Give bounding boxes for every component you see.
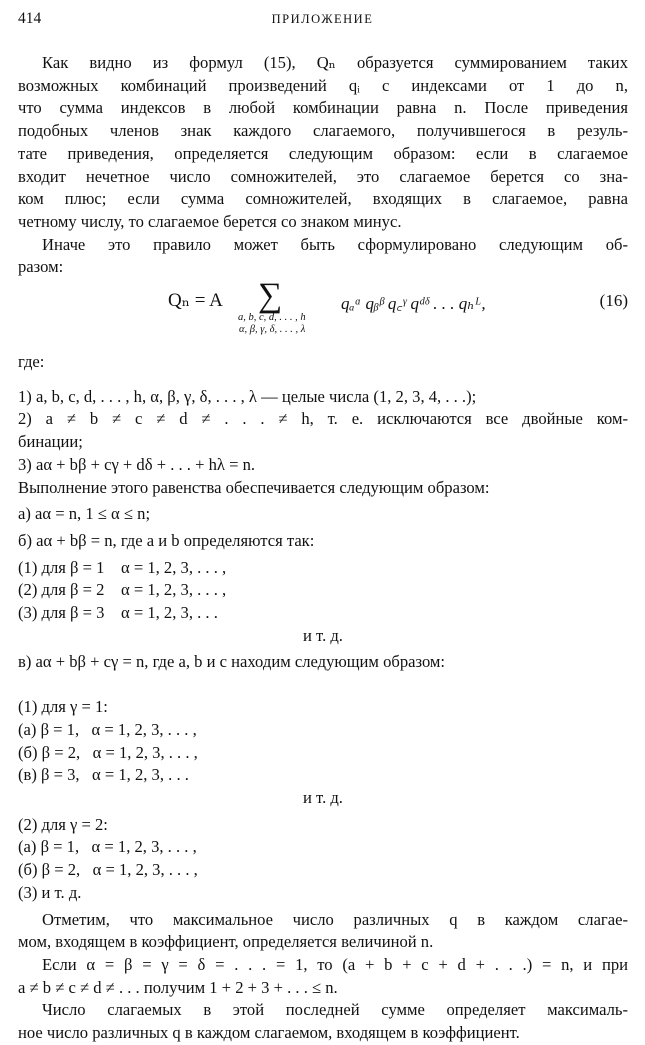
- paragraph-2: [18, 234, 628, 279]
- text-line: Число слагаемых в этой последней сумме определяет максималь-: [42, 1000, 628, 1020]
- sum-limits-lower: α, β, γ, δ, . . . , λ: [239, 324, 306, 336]
- text-line: подобных членов знак каждого слагаемого, получившегося в резуль-: [18, 121, 628, 141]
- list-item: (а) β = 1, α = 1, 2, 3, . . . ,: [18, 837, 197, 857]
- text-line: Иначе это правило может быть сформулировано следующим об-: [42, 234, 628, 254]
- equation-number: (16): [599, 291, 628, 311]
- paragraph-3: [18, 909, 628, 954]
- list-item: (б) β = 2, α = 1, 2, 3, . . . ,: [18, 742, 198, 762]
- sum-limits-upper: a, b, c, d, . . . , h: [238, 312, 306, 324]
- gamma-2-head: (2) для γ = 2:: [18, 814, 108, 834]
- text-line: четному числу, то слагаемое берется со знаком минус.: [18, 211, 402, 231]
- page-body: [18, 52, 628, 1045]
- list-item: (3) для β = 3 α = 1, 2, 3, . . .: [18, 603, 218, 623]
- list-item: (3) и т. д.: [18, 882, 82, 902]
- text-line: ное число различных q в каждом слагаемом, входящем в коэффициент.: [18, 1023, 520, 1043]
- condition-2-cont: бинации;: [18, 432, 83, 452]
- text-line: тате приведения, определяется следующим образом: если в слагаемое: [18, 143, 628, 163]
- text-line: входит нечетное число сомножителей, это слагаемое берется со зна-: [18, 166, 628, 186]
- page-header: [18, 10, 627, 34]
- text-line: что сумма индексов в любой комбинации равна n. После приведения: [18, 98, 628, 118]
- gamma-1-head: (1) для γ = 1:: [18, 697, 108, 717]
- where-label: где:: [18, 352, 45, 372]
- gamma-1-block: [18, 696, 628, 810]
- formula-rhs: qₐᵅ qᵦᵝ q꜀ᵞ qᵈᵟ . . . qₕᴸ,: [341, 294, 486, 314]
- condition-1: 1) a, b, c, d, . . . , h, α, β, γ, δ, . . . , λ — целые числа (1, 2, 3, 4, . . .);: [18, 386, 477, 406]
- gamma-2-block: [18, 814, 628, 905]
- paragraph-4: [18, 954, 628, 999]
- text-line: ком плюс; если сумма сомножителей, входящих в слагаемое, равна: [18, 189, 628, 209]
- text-line: Отметим, что максимальное число различных q в каждом слагае-: [42, 909, 628, 929]
- text-line: a ≠ b ≠ c ≠ d ≠ . . . получим 1 + 2 + 3 + . . . ≤ n.: [18, 977, 338, 997]
- formula-16: [18, 279, 628, 351]
- paragraph-1: [18, 52, 628, 234]
- condition-3: 3) aα + bβ + cγ + dδ + . . . + hλ = n.: [18, 454, 256, 474]
- paragraph-5: [18, 999, 628, 1044]
- formula-lhs: Qₙ = A: [168, 290, 223, 312]
- text-line: возможных комбинаций произведений qᵢ с индексами от 1 до n,: [18, 75, 628, 95]
- etc-label: и т. д.: [303, 625, 343, 645]
- text-line: разом:: [18, 257, 64, 277]
- fulfilment-text: Выполнение этого равенства обеспечивается следующим образом:: [18, 477, 490, 497]
- text-line: Если α = β = γ = δ = . . . = 1, то (a + b + c + d + . . .) = n, и при: [42, 954, 628, 974]
- list-item: (а) β = 1, α = 1, 2, 3, . . . ,: [18, 719, 197, 739]
- case-b-list: [18, 557, 628, 648]
- case-a: а) aα = n, 1 ≤ α ≤ n;: [18, 504, 151, 524]
- case-b: б) aα + bβ = n, где a и b определяются так:: [18, 530, 315, 550]
- list-item: (б) β = 2, α = 1, 2, 3, . . . ,: [18, 860, 198, 880]
- text-line: Как видно из формул (15), Qₙ образуется суммированием таких: [42, 53, 628, 72]
- list-item: (2) для β = 2 α = 1, 2, 3, . . . ,: [18, 580, 227, 600]
- conditions-list: [18, 386, 628, 477]
- list-item: (1) для β = 1 α = 1, 2, 3, . . . ,: [18, 557, 227, 577]
- condition-2: 2) a ≠ b ≠ c ≠ d ≠ . . . ≠ h, т. е. исключаются все двойные ком-: [18, 409, 628, 429]
- page-number: 414: [18, 10, 42, 27]
- text-line: мом, входящем в коэффициент, определяется величиной n.: [18, 932, 434, 952]
- etc-label: и т. д.: [303, 787, 343, 807]
- case-c: в) aα + bβ + cγ = n, где a, b и c находим следующим образом:: [18, 652, 446, 672]
- sum-sign: ∑: [258, 277, 283, 315]
- list-item: (в) β = 3, α = 1, 2, 3, . . .: [18, 765, 189, 785]
- running-title: ПРИЛОЖЕНИЕ: [271, 12, 374, 26]
